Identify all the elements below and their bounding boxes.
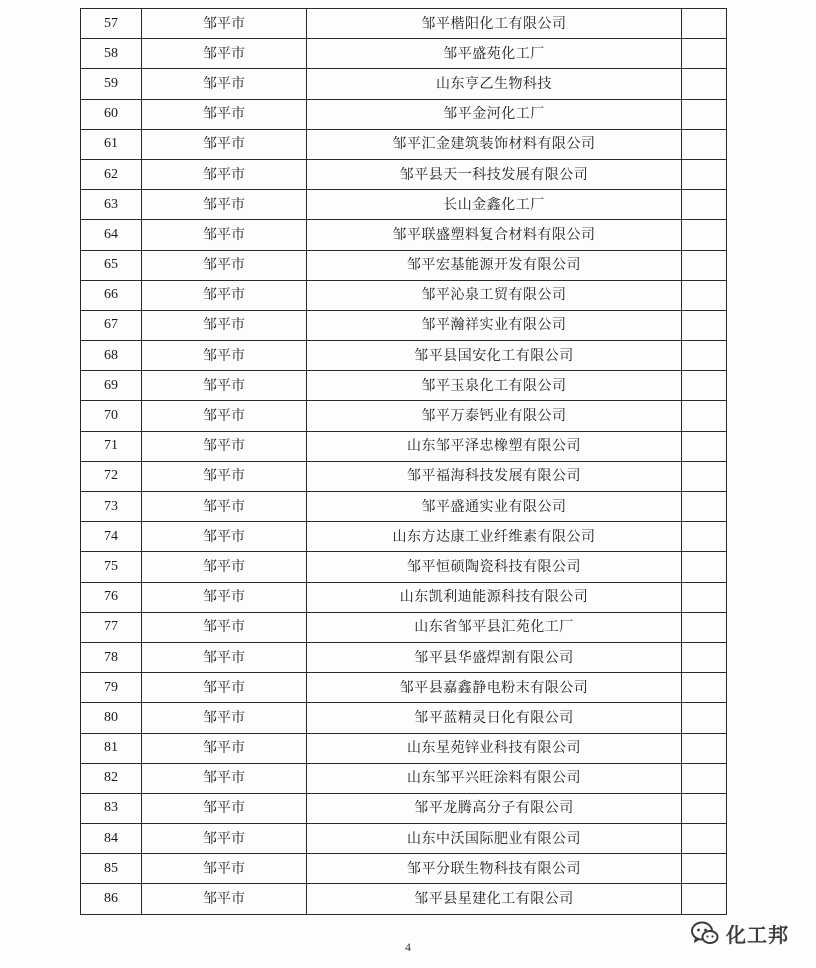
remark-cell: [682, 793, 727, 823]
page-number: 4: [405, 940, 411, 954]
table-row: [81, 280, 727, 310]
table-row: [81, 371, 727, 401]
remark-cell: [682, 854, 727, 884]
remark-cell: [682, 582, 727, 612]
table-row: [81, 492, 727, 522]
table-row: [81, 220, 727, 250]
company-name-cell: 邹平县国安化工有限公司: [307, 341, 682, 371]
remark-cell: [682, 69, 727, 99]
table-row: [81, 763, 727, 793]
company-name-cell: 邹平金河化工厂: [307, 99, 682, 129]
table-row: [81, 642, 727, 672]
remark-cell: [682, 39, 727, 69]
company-name-cell: 邹平福海科技发展有限公司: [307, 461, 682, 491]
company-name-cell: 邹平县华盛焊割有限公司: [307, 642, 682, 672]
remark-cell: [682, 763, 727, 793]
table-row: [81, 159, 727, 189]
row-number-cell: 69: [81, 371, 142, 401]
row-number-cell: 63: [81, 190, 142, 220]
company-name-cell: 邹平蓝精灵日化有限公司: [307, 703, 682, 733]
company-name-cell: 邹平联盛塑料复合材料有限公司: [307, 220, 682, 250]
remark-cell: [682, 461, 727, 491]
remark-cell: [682, 642, 727, 672]
city-cell: 邹平市: [142, 552, 307, 582]
city-cell: 邹平市: [142, 371, 307, 401]
table-row: [81, 552, 727, 582]
row-number-cell: 62: [81, 159, 142, 189]
company-name-cell: 邹平沁泉工贸有限公司: [307, 280, 682, 310]
table-row: [81, 190, 727, 220]
city-cell: 邹平市: [142, 220, 307, 250]
city-cell: 邹平市: [142, 69, 307, 99]
company-name-cell: 邹平万泰钙业有限公司: [307, 401, 682, 431]
watermark-text: 化工邦: [726, 922, 789, 947]
table-row: [81, 824, 727, 854]
table-row: [81, 673, 727, 703]
row-number-cell: 78: [81, 642, 142, 672]
row-number-cell: 73: [81, 492, 142, 522]
table-row: [81, 703, 727, 733]
city-cell: 邹平市: [142, 461, 307, 491]
table-row: [81, 129, 727, 159]
city-cell: 邹平市: [142, 733, 307, 763]
city-cell: 邹平市: [142, 129, 307, 159]
company-name-cell: 邹平汇金建筑装饰材料有限公司: [307, 129, 682, 159]
row-number-cell: 84: [81, 824, 142, 854]
table-row: [81, 9, 727, 39]
city-cell: 邹平市: [142, 39, 307, 69]
city-cell: 邹平市: [142, 703, 307, 733]
row-number-cell: 60: [81, 99, 142, 129]
table-row: [81, 884, 727, 914]
table-row: [81, 69, 727, 99]
company-name-cell: 邹平县嘉鑫静电粉末有限公司: [307, 673, 682, 703]
remark-cell: [682, 612, 727, 642]
table-row: [81, 461, 727, 491]
row-number-cell: 74: [81, 522, 142, 552]
company-table: [80, 8, 727, 915]
remark-cell: [682, 431, 727, 461]
company-name-cell: 邹平龙腾高分子有限公司: [307, 793, 682, 823]
city-cell: 邹平市: [142, 642, 307, 672]
company-name-cell: 山东方达康工业纤维素有限公司: [307, 522, 682, 552]
remark-cell: [682, 401, 727, 431]
company-name-cell: 邹平分联生物科技有限公司: [307, 854, 682, 884]
row-number-cell: 85: [81, 854, 142, 884]
table-row: [81, 250, 727, 280]
row-number-cell: 83: [81, 793, 142, 823]
table-row: [81, 733, 727, 763]
remark-cell: [682, 190, 727, 220]
remark-cell: [682, 220, 727, 250]
row-number-cell: 67: [81, 310, 142, 340]
company-name-cell: 山东邹平泽忠橡塑有限公司: [307, 431, 682, 461]
city-cell: 邹平市: [142, 793, 307, 823]
company-name-cell: 邹平楷阳化工有限公司: [307, 9, 682, 39]
remark-cell: [682, 310, 727, 340]
company-name-cell: 山东中沃国际肥业有限公司: [307, 824, 682, 854]
city-cell: 邹平市: [142, 522, 307, 552]
row-number-cell: 71: [81, 431, 142, 461]
table-row: [81, 793, 727, 823]
company-name-cell: 长山金鑫化工厂: [307, 190, 682, 220]
city-cell: 邹平市: [142, 250, 307, 280]
city-cell: 邹平市: [142, 612, 307, 642]
remark-cell: [682, 159, 727, 189]
company-table-body: [81, 9, 727, 915]
row-number-cell: 66: [81, 280, 142, 310]
table-row: [81, 310, 727, 340]
company-name-cell: 山东凯利迪能源科技有限公司: [307, 582, 682, 612]
city-cell: 邹平市: [142, 673, 307, 703]
row-number-cell: 59: [81, 69, 142, 99]
city-cell: 邹平市: [142, 582, 307, 612]
remark-cell: [682, 884, 727, 914]
city-cell: 邹平市: [142, 854, 307, 884]
row-number-cell: 70: [81, 401, 142, 431]
table-row: [81, 582, 727, 612]
city-cell: 邹平市: [142, 310, 307, 340]
remark-cell: [682, 9, 727, 39]
company-name-cell: 山东邹平兴旺涂料有限公司: [307, 763, 682, 793]
remark-cell: [682, 824, 727, 854]
city-cell: 邹平市: [142, 99, 307, 129]
row-number-cell: 76: [81, 582, 142, 612]
table-row: [81, 854, 727, 884]
city-cell: 邹平市: [142, 190, 307, 220]
table-row: [81, 612, 727, 642]
row-number-cell: 64: [81, 220, 142, 250]
city-cell: 邹平市: [142, 763, 307, 793]
city-cell: 邹平市: [142, 824, 307, 854]
table-row: [81, 341, 727, 371]
remark-cell: [682, 280, 727, 310]
company-name-cell: 邹平县天一科技发展有限公司: [307, 159, 682, 189]
table-row: [81, 522, 727, 552]
company-name-cell: 邹平玉泉化工有限公司: [307, 371, 682, 401]
row-number-cell: 68: [81, 341, 142, 371]
remark-cell: [682, 250, 727, 280]
remark-cell: [682, 552, 727, 582]
row-number-cell: 58: [81, 39, 142, 69]
wechat-logo-icon: [690, 918, 720, 948]
city-cell: 邹平市: [142, 401, 307, 431]
company-name-cell: 山东亨乙生物科技: [307, 69, 682, 99]
row-number-cell: 86: [81, 884, 142, 914]
company-name-cell: 山东星苑锌业科技有限公司: [307, 733, 682, 763]
watermark: [690, 916, 789, 950]
row-number-cell: 72: [81, 461, 142, 491]
company-name-cell: 山东省邹平县汇苑化工厂: [307, 612, 682, 642]
table-row: [81, 431, 727, 461]
city-cell: 邹平市: [142, 884, 307, 914]
company-name-cell: 邹平县星建化工有限公司: [307, 884, 682, 914]
table-row: [81, 401, 727, 431]
row-number-cell: 75: [81, 552, 142, 582]
city-cell: 邹平市: [142, 341, 307, 371]
company-name-cell: 邹平宏基能源开发有限公司: [307, 250, 682, 280]
row-number-cell: 65: [81, 250, 142, 280]
row-number-cell: 61: [81, 129, 142, 159]
row-number-cell: 77: [81, 612, 142, 642]
remark-cell: [682, 492, 727, 522]
remark-cell: [682, 703, 727, 733]
city-cell: 邹平市: [142, 9, 307, 39]
city-cell: 邹平市: [142, 431, 307, 461]
company-name-cell: 邹平盛苑化工厂: [307, 39, 682, 69]
row-number-cell: 81: [81, 733, 142, 763]
remark-cell: [682, 733, 727, 763]
company-name-cell: 邹平恒硕陶瓷科技有限公司: [307, 552, 682, 582]
company-name-cell: 邹平瀚祥实业有限公司: [307, 310, 682, 340]
row-number-cell: 57: [81, 9, 142, 39]
city-cell: 邹平市: [142, 280, 307, 310]
remark-cell: [682, 673, 727, 703]
city-cell: 邹平市: [142, 159, 307, 189]
row-number-cell: 80: [81, 703, 142, 733]
row-number-cell: 82: [81, 763, 142, 793]
remark-cell: [682, 371, 727, 401]
remark-cell: [682, 99, 727, 129]
remark-cell: [682, 341, 727, 371]
company-name-cell: 邹平盛通实业有限公司: [307, 492, 682, 522]
row-number-cell: 79: [81, 673, 142, 703]
remark-cell: [682, 522, 727, 552]
remark-cell: [682, 129, 727, 159]
table-row: [81, 39, 727, 69]
table-row: [81, 99, 727, 129]
city-cell: 邹平市: [142, 492, 307, 522]
